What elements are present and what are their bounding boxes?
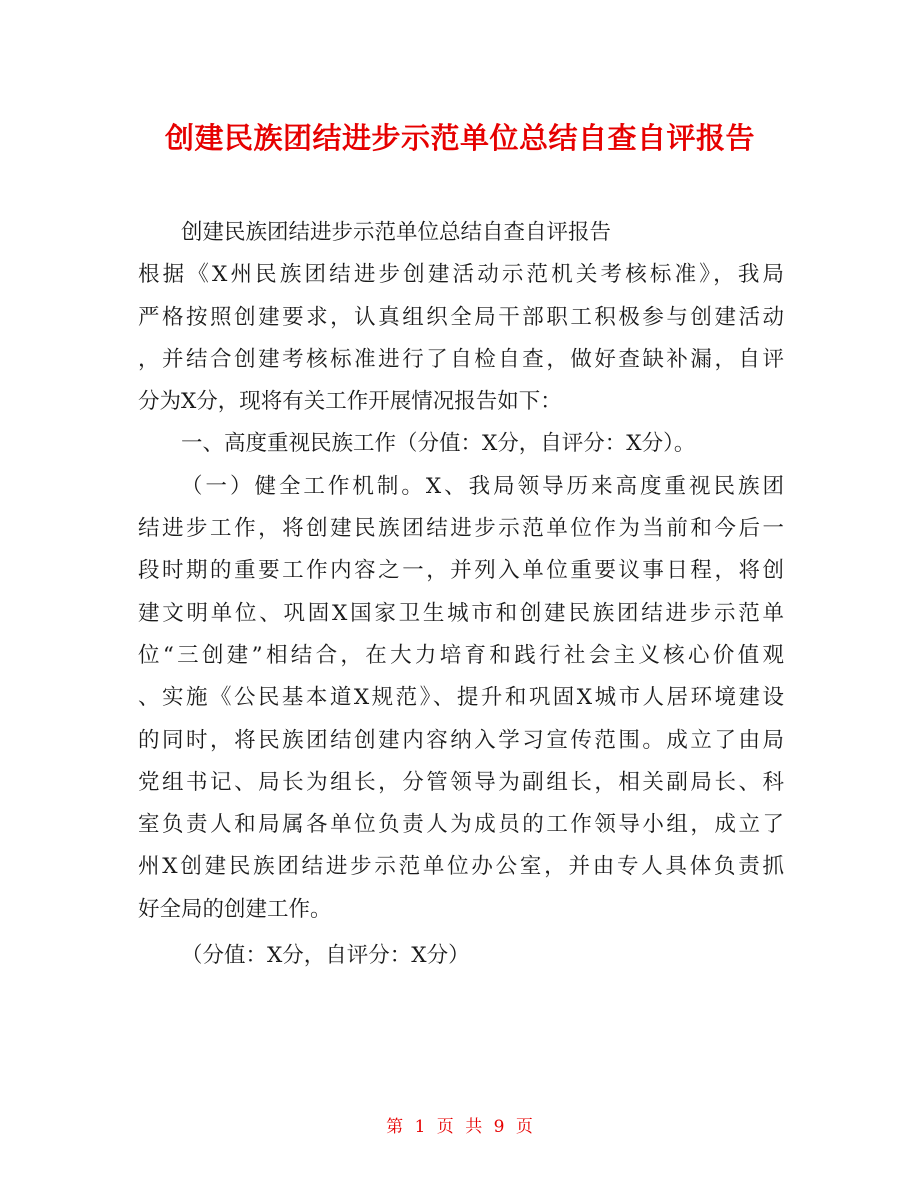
footer-total-label: 共 (465, 1117, 484, 1137)
paragraph-line: 位“三创建”相结合，在大力培育和践行社会主义核心价值观 (138, 642, 784, 668)
footer-page-number: 1 (414, 1117, 427, 1137)
paragraph-line: 根据《X州民族团结进步创建活动示范机关考核标准》，我局 (138, 262, 784, 288)
paragraph-line: 分为X分，现将有关工作开展情况报告如下： (138, 389, 562, 415)
paragraph-line: 、实施《公民基本道X规范》、提升和巩固X城市人居环境建设 (138, 685, 784, 711)
section-heading: 一、高度重视民族工作（分值：X分，自评分：X分）。 (181, 431, 696, 457)
footer-suffix: 页 (515, 1117, 534, 1137)
subtitle-line: 创建民族团结进步示范单位总结自查自评报告 (181, 220, 612, 245)
page-footer (0, 1112, 920, 1137)
paragraph-line: 党组书记、局长为组长，分管领导为副组长，相关副局长、科 (138, 769, 784, 795)
footer-total-pages: 9 (493, 1117, 506, 1137)
document-body (138, 212, 784, 977)
document-title: 创建民族团结进步示范单位总结自查自评报告 (164, 121, 755, 155)
paragraph-line: 好全局的创建工作。 (138, 896, 332, 922)
score-line: （分值：X分，自评分：X分） (181, 943, 470, 969)
paragraph-line: 建文明单位、巩固X国家卫生城市和创建民族团结进步示范单 (138, 600, 784, 626)
paragraph-line: 州X创建民族团结进步示范单位办公室，并由专人具体负责抓 (138, 854, 784, 880)
paragraph-line: 严格按照创建要求，认真组织全局干部职工积极参与创建活动 (138, 304, 784, 330)
footer-prefix: 第 (386, 1117, 405, 1137)
paragraph-line: （一）健全工作机制。X、我局领导历来高度重视民族团 (181, 473, 784, 499)
paragraph-line: 段时期的重要工作内容之一，并列入单位重要议事日程，将创 (138, 558, 784, 584)
paragraph-line: 室负责人和局属各单位负责人为成员的工作领导小组，成立了 (138, 812, 784, 838)
paragraph-line: 结进步工作，将创建民族团结进步示范单位作为当前和今后一 (138, 516, 784, 542)
paragraph-line: ，并结合创建考核标准进行了自检自查，做好查缺补漏，自评 (138, 346, 784, 372)
paragraph-line: 的同时，将民族团结创建内容纳入学习宣传范围。成立了由局 (138, 727, 784, 753)
footer-page-label: 页 (436, 1117, 455, 1137)
